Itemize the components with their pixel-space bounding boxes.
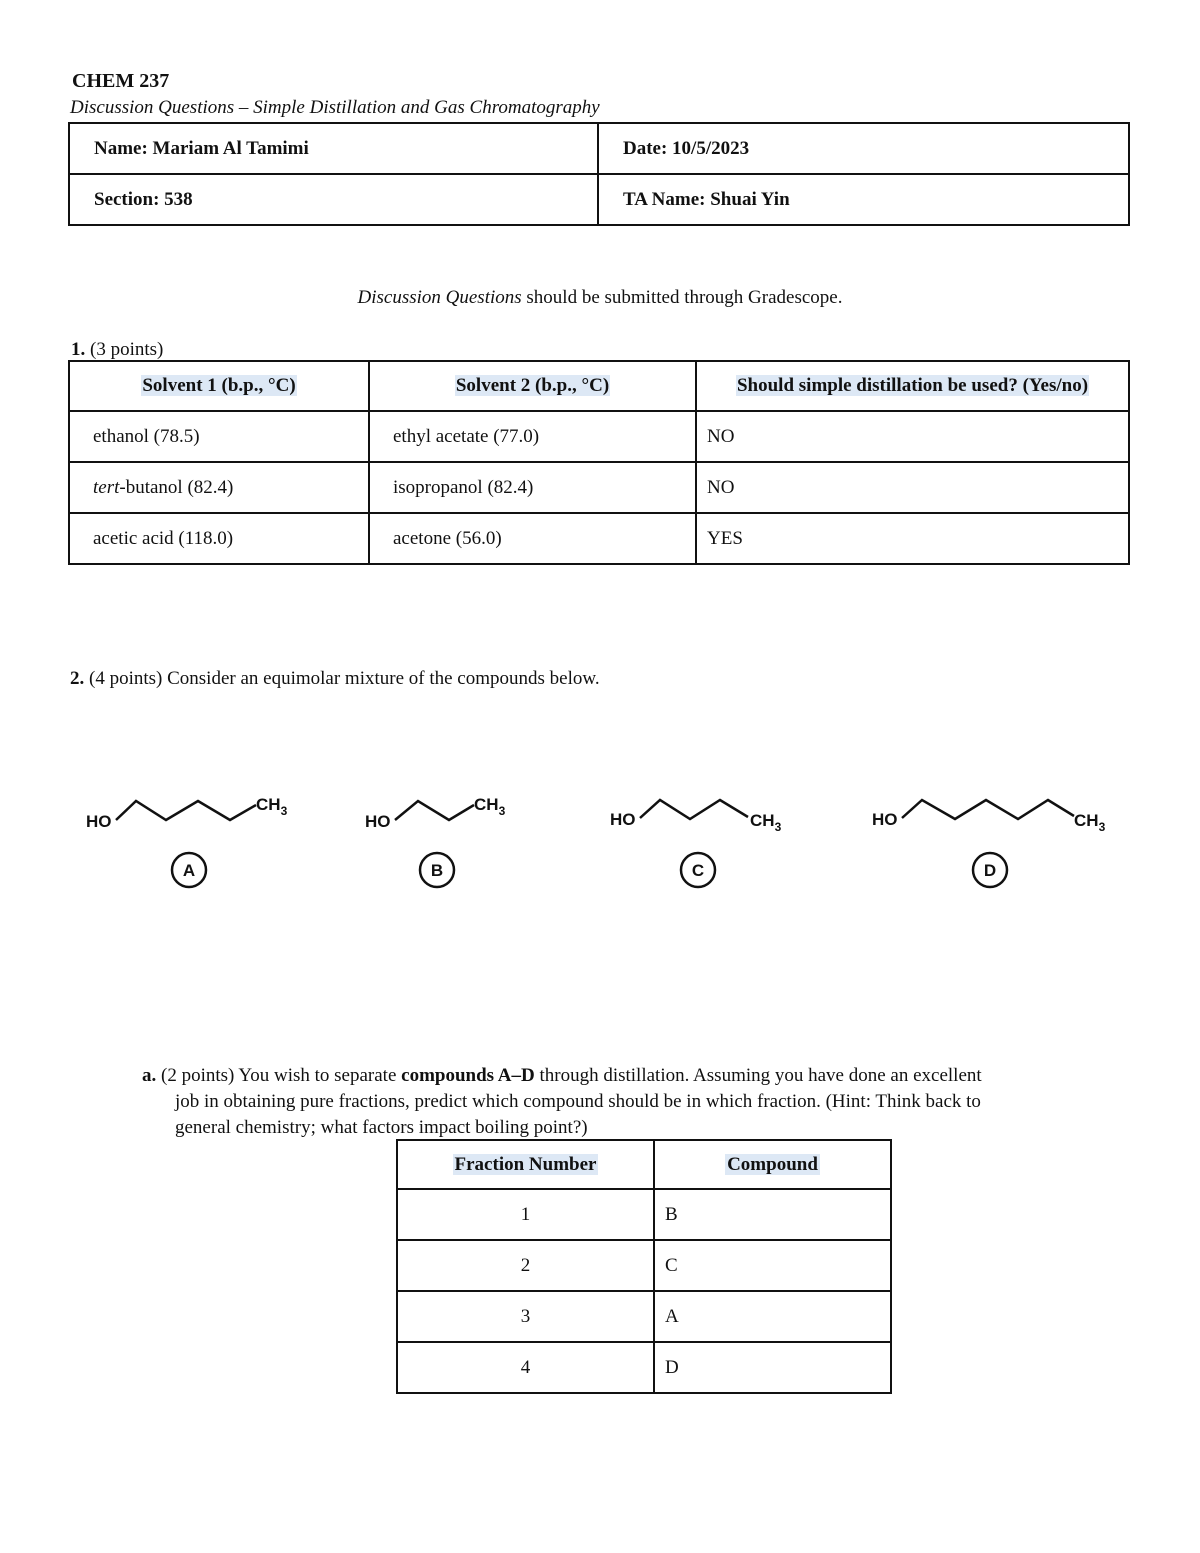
solvent1-cell: tert-butanol (82.4) <box>69 462 369 513</box>
solvent1-header: Solvent 1 (b.p., °C) <box>69 361 369 411</box>
course-title: CHEM 237 <box>72 70 170 92</box>
compound-cell: B <box>654 1189 891 1240</box>
compound-cell: A <box>654 1291 891 1342</box>
answer-cell: NO <box>696 411 1129 462</box>
student-info-table <box>68 122 1130 226</box>
question-1-heading <box>71 339 163 361</box>
table-row <box>397 1240 891 1291</box>
table-row <box>397 1189 891 1240</box>
fraction-cell: 3 <box>397 1291 654 1342</box>
table-row <box>397 1342 891 1393</box>
submission-note <box>0 287 1200 309</box>
solvent-table <box>68 360 1130 565</box>
molecule-d-ho: HO <box>872 810 898 829</box>
solvent2-header: Solvent 2 (b.p., °C) <box>369 361 696 411</box>
answer-cell: YES <box>696 513 1129 564</box>
compound-cell: D <box>654 1342 891 1393</box>
question-1-points: (3 points) <box>85 339 164 360</box>
molecule-d <box>872 800 1106 887</box>
molecule-d-label: D <box>983 861 997 880</box>
table-row <box>69 462 1129 513</box>
compound-cell: C <box>654 1240 891 1291</box>
table-row <box>69 513 1129 564</box>
solvent1-cell: acetic acid (118.0) <box>69 513 369 564</box>
document-subtitle: Discussion Questions – Simple Distillation and Gas Chromatography <box>70 97 600 118</box>
solvent2-cell: isopropanol (82.4) <box>369 462 696 513</box>
molecule-b <box>365 795 506 887</box>
student-name: Name: Mariam Al Tamimi <box>69 123 598 174</box>
solvent2-cell: ethyl acetate (77.0) <box>369 411 696 462</box>
molecule-a-label: A <box>182 861 196 880</box>
question-2-number: 2. <box>70 668 85 689</box>
molecule-c-ho: HO <box>610 810 636 829</box>
molecule-structures <box>0 760 1200 900</box>
solvent2-cell: acetone (56.0) <box>369 513 696 564</box>
molecule-a <box>86 795 288 887</box>
molecule-d-chain <box>902 800 1074 819</box>
molecule-b-ch: $CH_3$ <box>474 795 506 818</box>
molecule-b-chain <box>395 801 474 820</box>
solvent1-cell: ethanol (78.5) <box>69 411 369 462</box>
compound-header: Compound <box>654 1140 891 1189</box>
molecule-c <box>610 800 782 887</box>
question-1-number: 1. <box>71 339 86 360</box>
molecule-b-ho: HO <box>365 812 391 831</box>
distillation-header: Should simple distillation be used? (Yes/no) <box>696 361 1129 411</box>
question-2a-letter: a. <box>142 1065 157 1086</box>
fraction-table <box>396 1139 892 1394</box>
molecule-a-chain <box>116 801 256 820</box>
question-2a-text: a. (2 points) You wish to separate compounds A–D through distillation. Assuming you have done an excellent job in obtaining pure fractions, predict which compound should be in which fraction. (Hint: Think back to general chemistry; what factors impact boiling point?) <box>142 1065 982 1138</box>
fraction-cell: 4 <box>397 1342 654 1393</box>
molecule-d-ch: $CH_3$ <box>1074 811 1106 834</box>
molecule-a-ho: HO <box>86 812 112 831</box>
section-number: Section: 538 <box>69 174 598 225</box>
note-rest: should be submitted through Gradescope. <box>521 287 843 308</box>
submission-date: Date: 10/5/2023 <box>598 123 1129 174</box>
table-row <box>69 411 1129 462</box>
fraction-header: Fraction Number <box>397 1140 654 1189</box>
fraction-cell: 1 <box>397 1189 654 1240</box>
note-italic: Discussion Questions <box>357 287 522 308</box>
molecule-c-label: C <box>691 861 705 880</box>
molecule-c-ch: $CH_3$ <box>750 811 782 834</box>
molecule-a-ch: $CH_3$ <box>256 795 288 818</box>
answer-cell: NO <box>696 462 1129 513</box>
molecule-b-label: B <box>430 861 444 880</box>
question-2-text: 2. (4 points) Consider an equimolar mixture of the compounds below. <box>70 668 600 689</box>
table-row <box>397 1291 891 1342</box>
ta-name: TA Name: Shuai Yin <box>598 174 1129 225</box>
molecule-c-chain <box>640 800 748 819</box>
fraction-cell: 2 <box>397 1240 654 1291</box>
